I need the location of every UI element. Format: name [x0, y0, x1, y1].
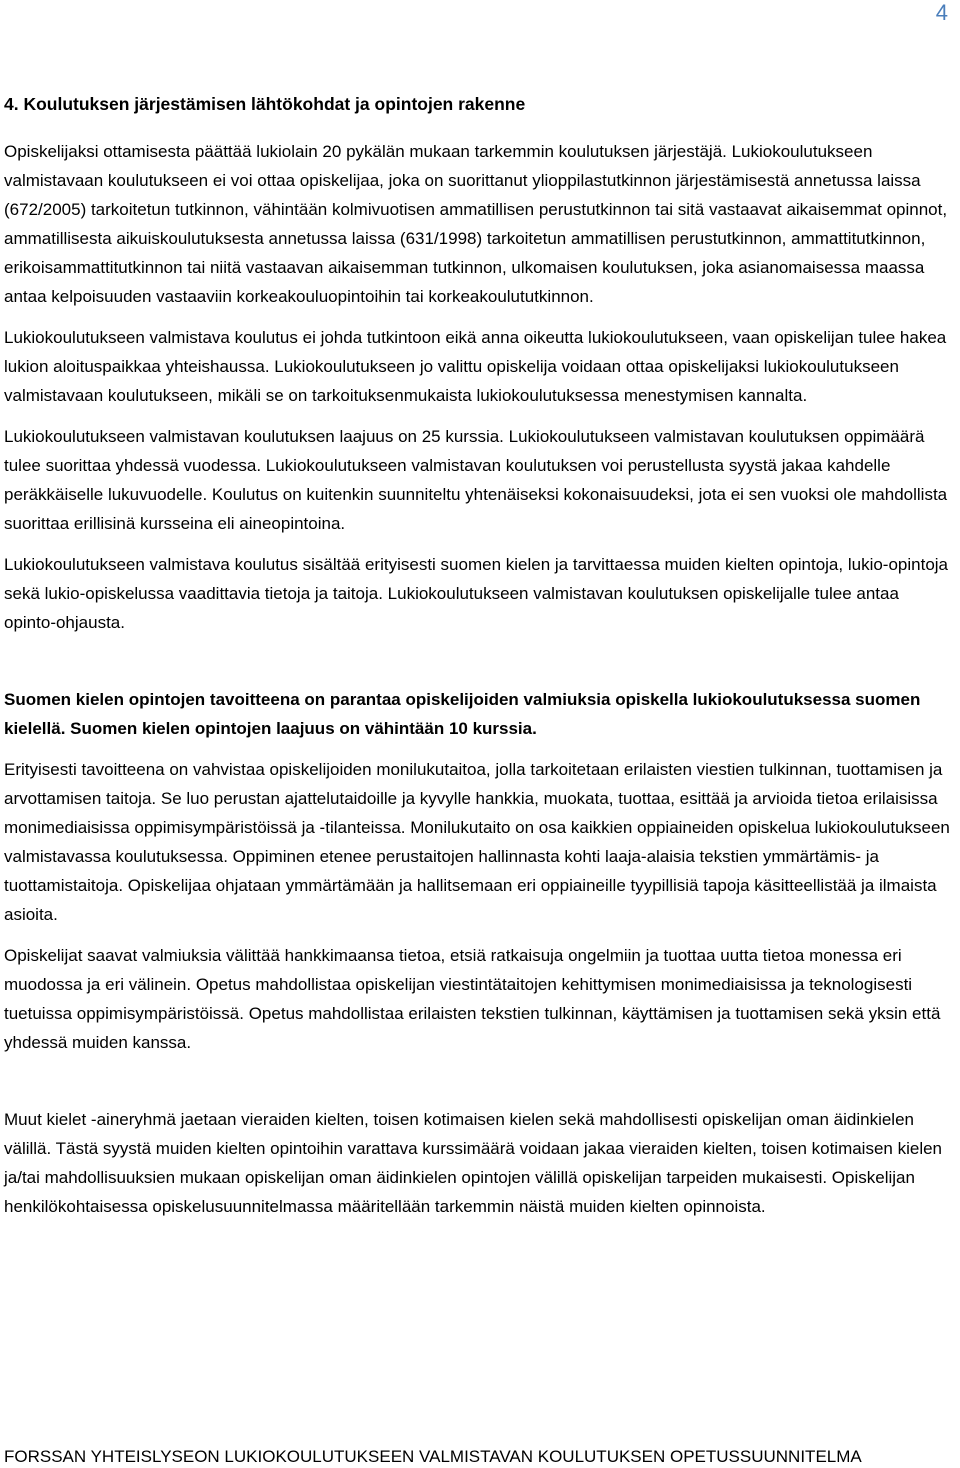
paragraph-admission: Opiskelijaksi ottamisesta päättää lukiolain 20 pykälän mukaan tarkemmin koulutuksen järjestäjä. Lukiokoulutukseen valmistavaan koulutukseen ei voi ottaa opiskelijaa, joka on suorittanut ylioppilastutkinnon järjestämisestä annetussa laissa (672/2005) tarkoitetun tutkinnon, vähintään kolmivuotisen ammatillisen perustutkinnon tai sitä vastaavat aikaisemmat opinnot, ammatillisesta aikuiskoulutuksesta annetussa laissa (631/1998) tarkoitetun ammatillisen perustutkinnon, ammattitutkinnon, erikoisammattitutkinnon tai niitä vastaavan aikaisemman tutkinnon, ulkomaisen koulutuksen, joka asianomaisessa maassa antaa kelpoisuuden vastaaviin korkeakouluopintoihin tai korkeakoulututkinnon. [4, 142, 948, 306]
paragraph-scope: Lukiokoulutukseen valmistavan koulutuksen laajuus on 25 kurssia. Lukiokoulutukseen valmistavan koulutuksen oppimäärä tulee suorittaa yhdessä vuodessa. Lukiokoulutukseen valmistavan koulutuksen voi perustellusta syystä jakaa kahdelle peräkkäiselle lukuvuodelle. Koulutus on kuitenkin suunniteltu yhtenäiseksi kokonaisuudeksi, jota ei sen vuoksi ole mahdollista suorittaa erillisinä kursseina eli aineopintoina. [4, 427, 948, 533]
paragraph-skills: Opiskelijat saavat valmiuksia välittää hankkimaansa tietoa, etsiä ratkaisuja ongelmiin ja tuottaa uutta tietoa monessa eri muodossa ja eri välinein. Opetus mahdollistaa opiskelijan viestintätaitojen kehittymisen monimediaisissa ja teknologisesti tuetuissa oppimisympäristöissä. Opetus mahdollistaa erilaisten tekstien tulkinnan, käyttämisen ja tuottamisen sekä yksin että yhdessä muiden kanssa. [4, 946, 941, 1052]
paragraph-other-languages: Muut kielet -aineryhmä jaetaan vieraiden kielten, toisen kotimaisen kielen sekä mahdollisesti opiskelijan oman äidinkielen välillä. Tästä syystä muiden kielten opintoihin varattava kurssimäärä voidaan jakaa vieraiden kielten, toisen kotimaisen kielen ja/tai mahdollisuuksien mukaan opiskelijan oman äidinkielen opintojen välillä opiskelijan tarpeiden mukaisesti. Opiskelijan henkilökohtaisessa opiskelusuunnitelmassa määritellään tarkemmin näistä muiden kielten opinnoista. [4, 1110, 943, 1216]
document-body [4, 90, 954, 1233]
paragraph-multiliteracy: Erityisesti tavoitteena on vahvistaa opiskelijoiden monilukutaitoa, jolla tarkoitetaan erilaisten viestien tulkinnan, tuottamisen ja arvottamisen taitoja. Se luo perustan ajattelutaidoille ja kyvylle hankkia, muokata, tuottaa, esittää ja arvioida tietoa erilaisissa monimediaisissa oppimisympäristöissä ja -tilanteissa. Monilukutaito on osa kaikkien oppiaineiden opiskelua lukiokoulutukseen valmistavassa koulutuksessa. Oppiminen etenee perustaitojen hallinnasta kohti laaja-alaisia tekstien ymmärtämis- ja tuottamistaitoja. Opiskelijaa ohjataan ymmärtämään ja hallitsemaan eri oppiaineille tyypillisiä tapoja käsitteellistää ja ilmaista asioita. [4, 760, 950, 924]
finnish-intro: Suomen kielen opintojen tavoitteena on parantaa opiskelijoiden valmiuksia opiskella lukiokoulutuksessa suomen kielellä. Suomen kielen opintojen laajuus on vähintään 10 kurssia. [4, 690, 921, 738]
page-footer: FORSSAN YHTEISLYSEON LUKIOKOULUTUKSEEN VALMISTAVAN KOULUTUKSEN OPETUSSUUNNITELMA [4, 1447, 862, 1466]
section-heading: 4. Koulutuksen järjestämisen lähtökohdat ja opintojen rakenne [4, 94, 526, 114]
page-number: 4 [935, 0, 948, 25]
paragraph-no-degree: Lukiokoulutukseen valmistava koulutus ei johda tutkintoon eikä anna oikeutta lukiokoulutukseen, vaan opiskelijan tulee hakea lukion aloituspaikkaa yhteishaussa. Lukiokoulutukseen jo valittu opiskelija voidaan ottaa opiskelijaksi lukiokoulutukseen valmistavaan koulutukseen, mikäli se on tarkoituksenmukaista lukiokoulutuksessa menestymisen kannalta. [4, 328, 947, 405]
paragraph-content: Lukiokoulutukseen valmistava koulutus sisältää erityisesti suomen kielen ja tarvittaessa muiden kielten opintoja, lukio-opintoja sekä lukio-opiskelussa vaadittavia tietoja ja taitoja. Lukiokoulutukseen valmistavan koulutuksen opiskelijalle tulee antaa opinto-ohjausta. [4, 555, 949, 632]
spacer [4, 649, 954, 685]
spacer [4, 1069, 954, 1105]
